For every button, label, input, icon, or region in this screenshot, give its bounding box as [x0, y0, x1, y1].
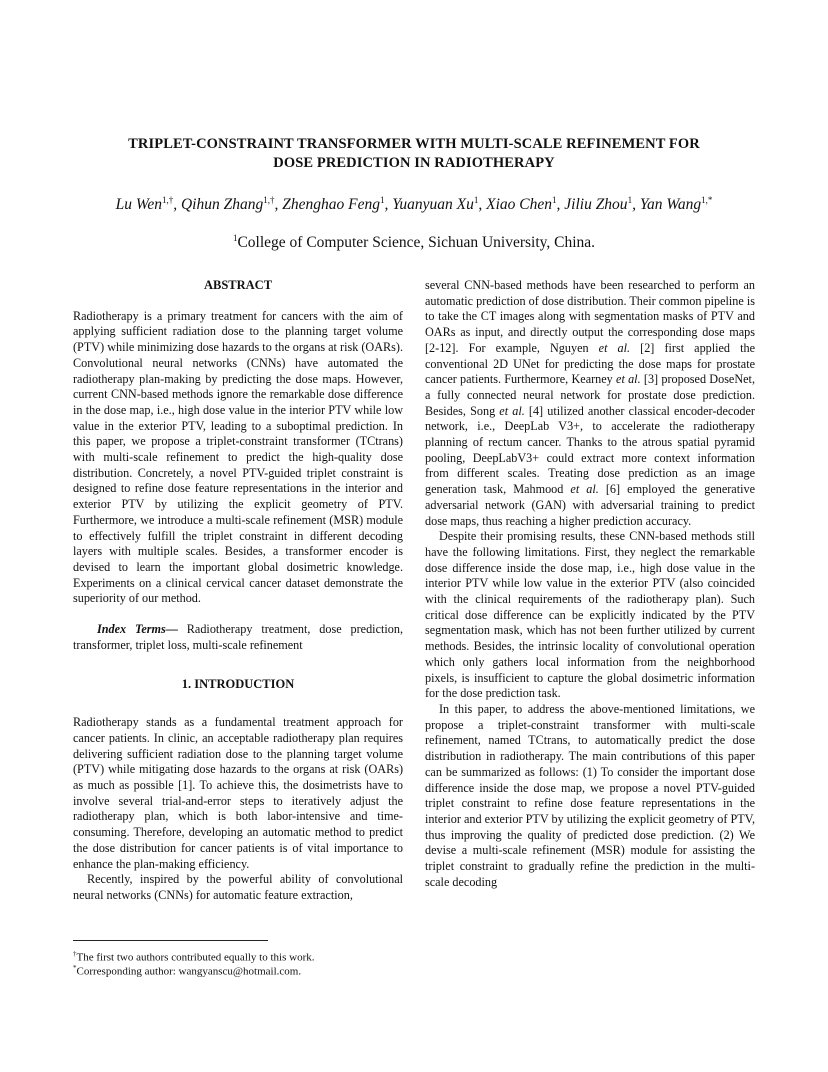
author: Yan Wang$^{1,*}$ [639, 195, 713, 214]
left-column [73, 278, 403, 904]
author: Qihun Zhang$^{1,\dagger}$, [180, 195, 283, 214]
index-terms-label: Index Terms— [97, 622, 178, 637]
section-heading-introduction: 1. INTRODUCTION [181, 677, 295, 692]
abstract-text: Radiotherapy is a primary treatment for cancers with the aim of applying sufficient radiation dose to the planning target volume (PTV) while minimizing dose hazards to the organs at risk (OARs). Convolutional neural networks (CNNs) have automated the radiotherapy plan-making by predicting the dose maps. However, current CNN-based methods ignore the remarkable dose difference in the dose map, i.e., high dose value in the interior PTV while low value in the exterior PTV, leading to a suboptimal prediction. In this paper, we propose a triplet-constraint transformer (TCtrans) with multi-scale refinement to predict the high-quality dose distribution. Concretely, a novel PTV-guided triplet constraint is designed to refine dose feature representations in the interior and exterior PTV by utilizing the explicit geometry of PTV. Furthermore, we introduce a multi-scale refinement (MSR) module to effectively fulfill the triplet constraint in different decoding layers with multiple scales. Besides, a transformer encoder is devised to learn the important global dosimetric knowledge. Experiments on a clinical cervical cancer dataset demonstrate the superiority of our method. [73, 308, 403, 606]
body-paragraph: Despite their promising results, these CNN-based methods still have the following limitations. First, they neglect the remarkable dose difference inside the dose map, i.e., high dose value in the interior PTV while low value in the exterior PTV (also coincided with the clinical requirements of the radiotherapy plan). Such critical dose difference can be explicitly indicated by the PTV segmentation mask, which has not been further utilized by current methods. Besides, the intrinsic locality of convolutional operation which only gathers local information from the neighborhood pixels, is insufficient to capture the global dosimetric information for the dose prediction task. [425, 529, 755, 701]
paper-title [60, 135, 768, 173]
footnote-equal-contribution: †The first two authors contributed equally to this work. [73, 950, 315, 964]
author-list [40, 190, 788, 215]
intro-paragraph: Radiotherapy stands as a fundamental treatment approach for cancer patients. In clinic, an acceptable radiotherapy plan requires delivering sufficient radiation dose to the planning target volume (PTV) while mitigating dose hazards to the organs at risk (OARs) as much as possible [1]. To achieve this, the dosimetrists have to involve several trial-and-error steps to iteratively adjust the radiotherapy plan, which is both labor-intensive and time-consuming. Therefore, developing an automatic method to predict the dose distribution for cancer patients is of vital importance to enhance the plan-making efficiency. [73, 715, 403, 871]
intro-paragraph: Recently, inspired by the powerful ability of convolutional neural networks (CNNs) for automatic feature extraction, [73, 872, 403, 902]
footnote-corresponding-author: *Corresponding author: wangyanscu@hotmail.com. [73, 964, 302, 978]
right-column [425, 278, 755, 890]
author: Jiliu Zhou$^1$, [564, 195, 640, 214]
author: Xiao Chen$^1$, [486, 195, 565, 214]
abstract-heading: ABSTRACT [203, 278, 273, 292]
affiliation: $^1$College of Computer Science, Sichuan University, China. [232, 233, 596, 252]
index-terms: Index Terms— Radiotherapy treatment, dose prediction, transformer, triplet loss, multi-scale refinement [73, 622, 403, 652]
body-paragraph: several CNN-based methods have been researched to perform an automatic prediction of dose distribution. Their common pipeline is to take the CT images along with segmentation masks of PTV and OARs as input, and directly output the corresponding dose maps [2-12]. For example, Nguyen et al. [2] first applied the conventional 2D UNet for predicting the dose maps for prostate cancer patients. Furthermore, Kearney et al. [3] proposed DoseNet, a fully connected neural network for prostate dose prediction. Besides, Song et al. [4] utilized another classical encoder-decoder network, i.e., DeepLab V3+, to accelerate the radiotherapy planning of rectum cancer. Thanks to the atrous spatial pyramid pooling, DeepLabV3+ could extract more context information from different scales. Treating dose prediction as an image generation task, Mahmood et al. [6] employed the generative adversarial network (GAN) with adversarial training to predict dose maps, thus reaching a higher prediction accuracy. [425, 278, 755, 528]
title-line-2: DOSE PREDICTION IN RADIOTHERAPY [273, 155, 555, 171]
author: Lu Wen$^{1,\dagger}$, [115, 195, 181, 214]
body-paragraph: In this paper, to address the above-mentioned limitations, we propose a triplet-constraint transformer with multi-scale refinement, named TCtrans, to automatically predict the dose distribution in radiotherapy. The main contributions of this paper can be summarized as follows: (1) To consider the important dose difference inside the dose map, we propose a novel PTV-guided triplet constraint to refine dose feature representations in the interior and exterior PTV by utilizing the explicit geometry of PTV, thus improving the quality of predicted dose prediction. (2) We devise a multi-scale refinement (MSR) module for assisting the triplet constraint to gradually refine the prediction in the multi-scale decoding [425, 701, 755, 889]
footnote-divider [73, 940, 268, 941]
author: Zhenghao Feng$^1$, [282, 195, 393, 214]
title-line-1: TRIPLET-CONSTRAINT TRANSFORMER WITH MULTI-SCALE REFINEMENT FOR [128, 136, 700, 152]
author: Yuanyuan Xu$^1$, [392, 195, 487, 214]
